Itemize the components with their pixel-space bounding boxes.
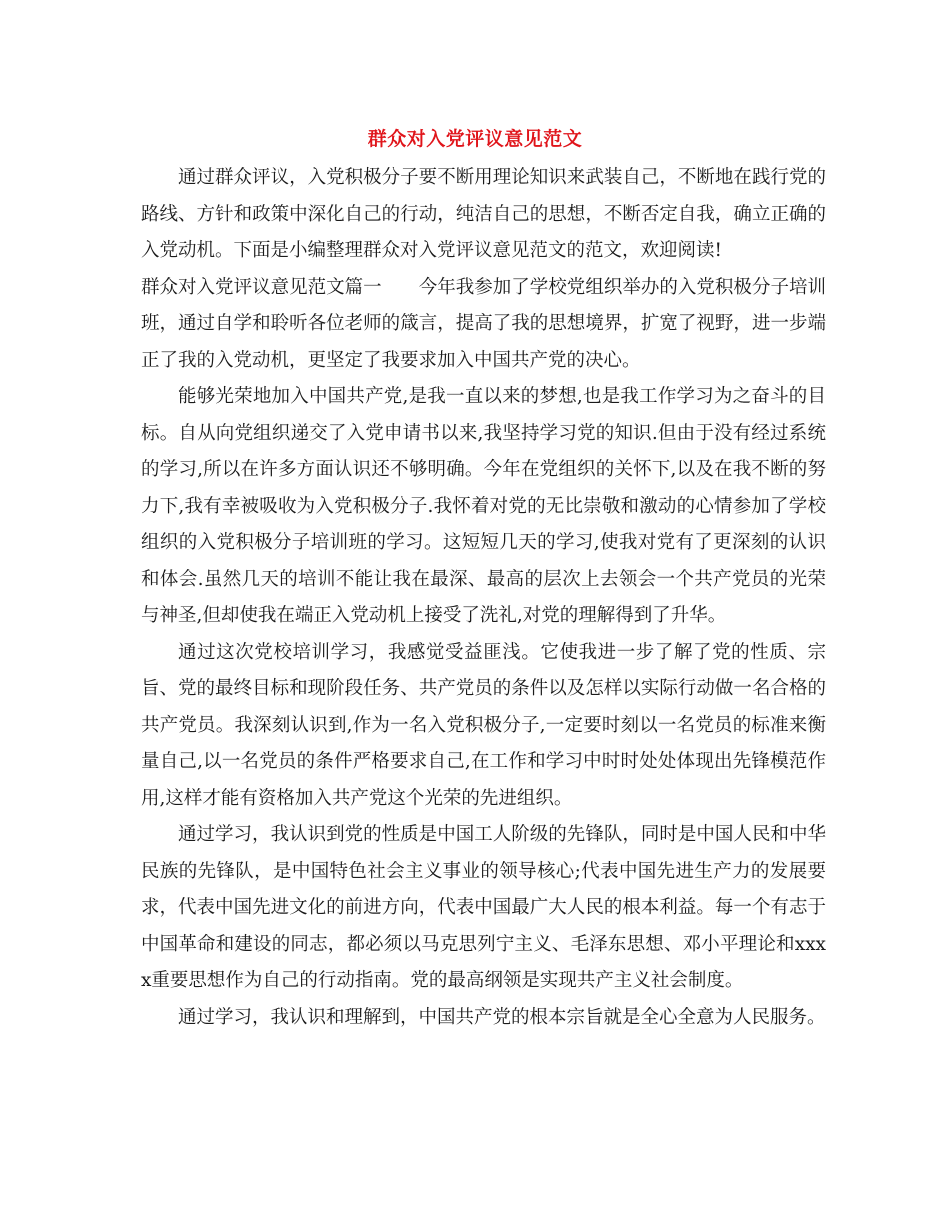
- paragraph-training: 通过这次党校培训学习，我感觉受益匪浅。它使我进一步了解了党的性质、宗旨、党的最终目标和现阶段任务、共产党员的条件以及怎样以实际行动做一名合格的共产党员。我深刻认识到,作为一名入党积极分子,一定要时刻以一名党员的标准来衡量自己,以一名党员的条件严格要求自己,在工作和学习中时时处处体现出先锋模范作用,这样才能有资格加入共产党这个光荣的先进组织。: [141, 641, 826, 809]
- document-title: 群众对入党评议意见范文: [367, 128, 583, 150]
- paragraph-party-purpose: 通过学习，我认识和理解到，中国共产党的根本宗旨就是全心全意为人民服务。: [178, 1006, 826, 1028]
- paragraph-intro: 通过群众评议，入党积极分子要不断用理论知识来武装自己，不断地在践行党的路线、方针和政策中深化自己的行动，纯洁自己的思想，不断否定自我，确立正确的入党动机。下面是小编整理群众对入党评议意见范文的范文，欢迎阅读!: [141, 167, 826, 261]
- paragraph-section-one: 群众对入党评议意见范文篇一 今年我参加了学校党组织举办的入党积极分子培训班，通过自学和聆听各位老师的箴言，提高了我的思想境界，扩宽了视野，进一步端正了我的入党动机，更坚定了我要求加入中国共产党的决心。: [141, 276, 826, 371]
- document-body: [141, 160, 826, 1036]
- paragraph-dream: 能够光荣地加入中国共产党,是我一直以来的梦想,也是我工作学习为之奋斗的目标。自从向党组织递交了入党申请书以来,我坚持学习党的知识.但由于没有经过系统的学习,所以在许多方面认识还不够明确。今年在党组织的关怀下,以及在我不断的努力下,我有幸被吸收为入党积极分子.我怀着对党的无比崇敬和激动的心情参加了学校组织的入党积极分子培训班的学习。这短短几天的学习,使我对党有了更深刻的认识和体会.虽然几天的培训不能让我在最深、最高的层次上去领会一个共产党员的光荣与神圣,但却使我在端正入党动机上接受了洗礼,对党的理解得到了升华。: [141, 386, 826, 626]
- paragraph-party-nature: 通过学习，我认识到党的性质是中国工人阶级的先锋队，同时是中国人民和中华民族的先锋队，是中国特色社会主义事业的领导核心;代表中国先进生产力的发展要求，代表中国先进文化的前进方向，代表中国最广大人民的根本利益。每一个有志于中国革命和建设的同志，都必须以马克思列宁主义、毛泽东思想、邓小平理论和xxxx重要思想作为自己的行动指南。党的最高纲领是实现共产主义社会制度。: [141, 824, 826, 991]
